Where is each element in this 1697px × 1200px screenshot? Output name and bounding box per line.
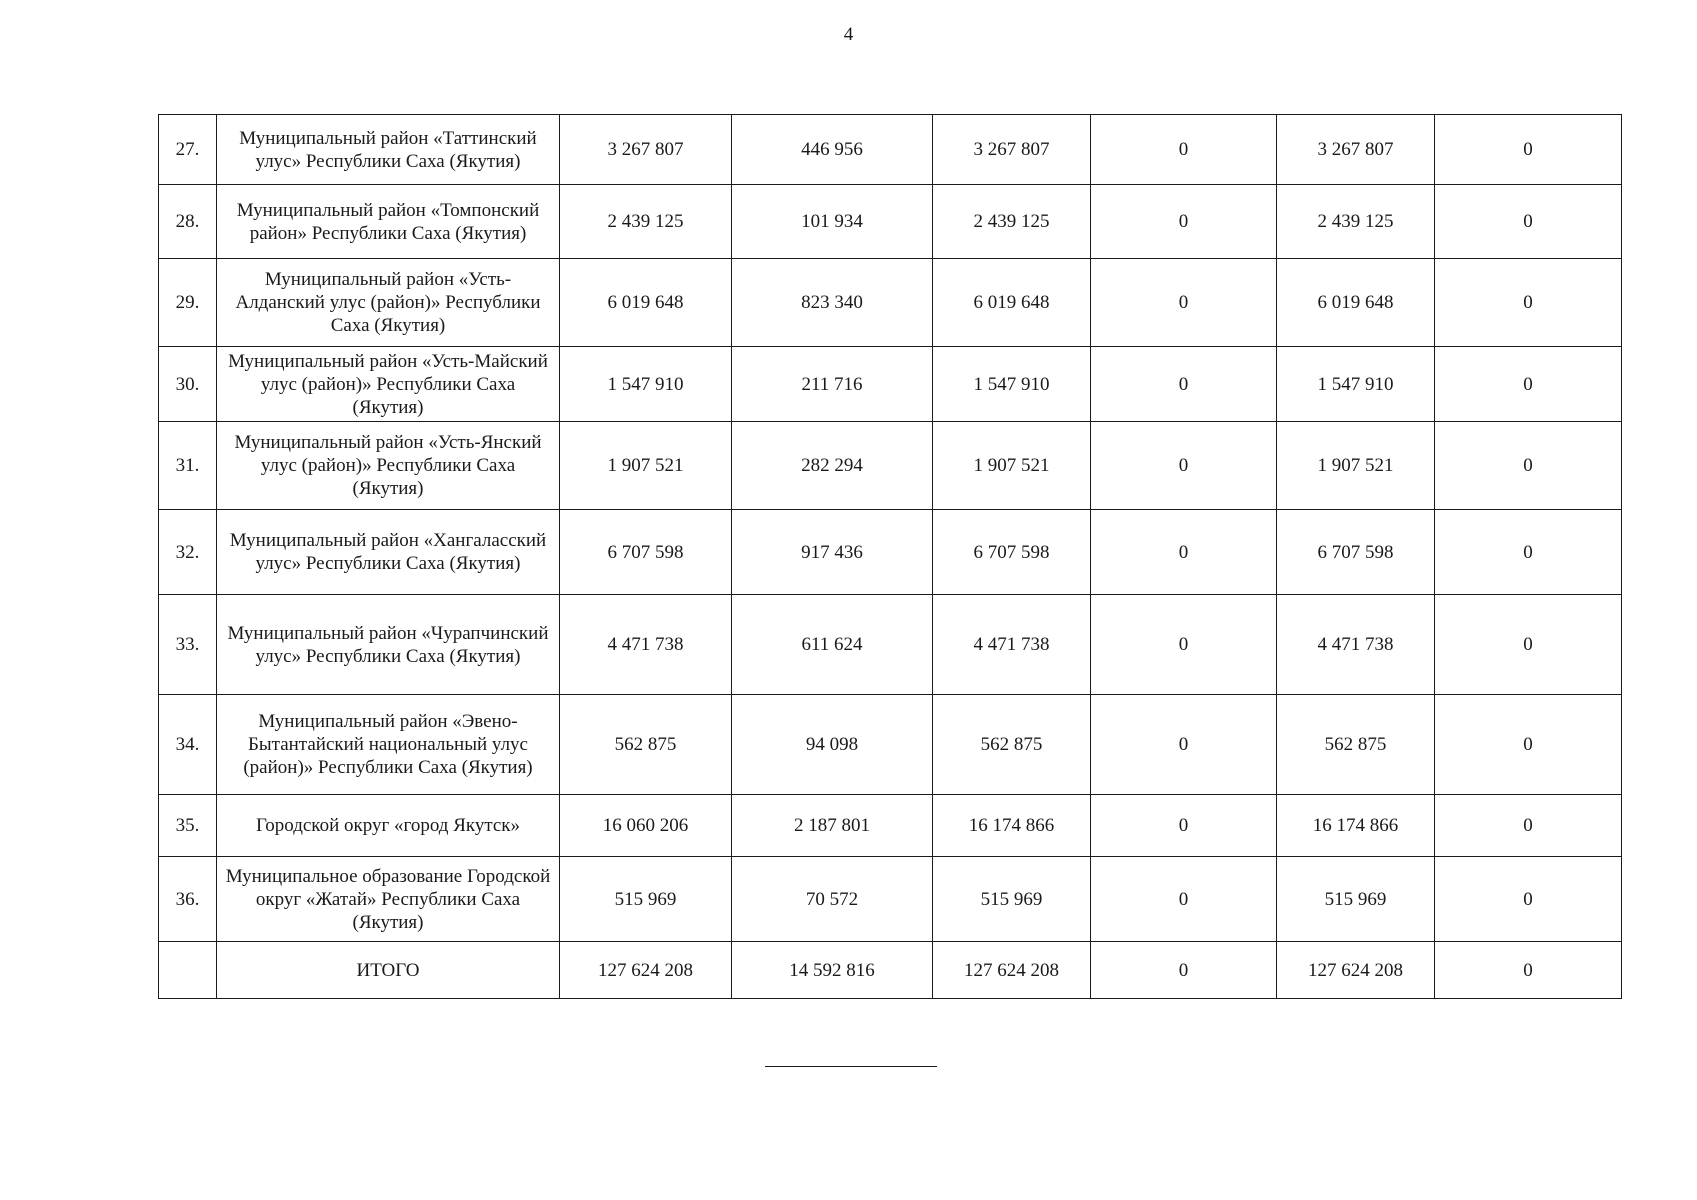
value-col-6: 0 xyxy=(1435,695,1622,795)
value-col-5: 1 547 910 xyxy=(1277,347,1435,422)
municipality-name: Муниципальный район «Усть-Янский улус (район)» Республики Саха (Якутия) xyxy=(217,422,560,510)
end-divider xyxy=(765,1066,937,1067)
data-table xyxy=(158,114,1622,999)
value-col-4: 0 xyxy=(1091,695,1277,795)
table-row xyxy=(159,795,1622,857)
value-col-6: 0 xyxy=(1435,347,1622,422)
value-col-5: 3 267 807 xyxy=(1277,115,1435,185)
value-col-3: 16 174 866 xyxy=(933,795,1091,857)
value-col-4: 0 xyxy=(1091,510,1277,595)
value-col-5: 2 439 125 xyxy=(1277,185,1435,259)
municipality-name: Муниципальный район «Таттинский улус» Республики Саха (Якутия) xyxy=(217,115,560,185)
value-col-5: 4 471 738 xyxy=(1277,595,1435,695)
value-col-3: 4 471 738 xyxy=(933,595,1091,695)
value-col-3: 1 907 521 xyxy=(933,422,1091,510)
value-col-6: 0 xyxy=(1435,510,1622,595)
value-col-4: 0 xyxy=(1091,795,1277,857)
value-col-1: 562 875 xyxy=(560,695,732,795)
value-col-5: 1 907 521 xyxy=(1277,422,1435,510)
row-number: 34. xyxy=(159,695,217,795)
value-col-1: 515 969 xyxy=(560,857,732,942)
table-row xyxy=(159,695,1622,795)
table-row xyxy=(159,185,1622,259)
table-row xyxy=(159,595,1622,695)
value-col-5: 6 707 598 xyxy=(1277,510,1435,595)
municipality-name: Муниципальный район «Усть-Майский улус (район)» Республики Саха (Якутия) xyxy=(217,347,560,422)
municipality-name: Муниципальный район «Хангаласский улус» Республики Саха (Якутия) xyxy=(217,510,560,595)
total-col-6: 0 xyxy=(1435,942,1622,999)
value-col-1: 16 060 206 xyxy=(560,795,732,857)
value-col-3: 6 707 598 xyxy=(933,510,1091,595)
row-number xyxy=(159,942,217,999)
value-col-6: 0 xyxy=(1435,795,1622,857)
value-col-4: 0 xyxy=(1091,115,1277,185)
row-number: 33. xyxy=(159,595,217,695)
value-col-6: 0 xyxy=(1435,857,1622,942)
value-col-3: 562 875 xyxy=(933,695,1091,795)
total-row xyxy=(159,942,1622,999)
value-col-2: 611 624 xyxy=(732,595,933,695)
table-row xyxy=(159,347,1622,422)
table-row xyxy=(159,857,1622,942)
page-number: 4 xyxy=(843,24,854,45)
table-row xyxy=(159,510,1622,595)
row-number: 36. xyxy=(159,857,217,942)
total-col-4: 0 xyxy=(1091,942,1277,999)
value-col-4: 0 xyxy=(1091,422,1277,510)
value-col-4: 0 xyxy=(1091,595,1277,695)
value-col-6: 0 xyxy=(1435,115,1622,185)
value-col-5: 515 969 xyxy=(1277,857,1435,942)
municipality-name: Муниципальный район «Чурапчинский улус» Республики Саха (Якутия) xyxy=(217,595,560,695)
value-col-3: 2 439 125 xyxy=(933,185,1091,259)
value-col-6: 0 xyxy=(1435,185,1622,259)
value-col-3: 515 969 xyxy=(933,857,1091,942)
value-col-5: 16 174 866 xyxy=(1277,795,1435,857)
total-col-3: 127 624 208 xyxy=(933,942,1091,999)
row-number: 35. xyxy=(159,795,217,857)
table-row xyxy=(159,115,1622,185)
value-col-2: 70 572 xyxy=(732,857,933,942)
table-row xyxy=(159,259,1622,347)
value-col-5: 562 875 xyxy=(1277,695,1435,795)
value-col-1: 6 707 598 xyxy=(560,510,732,595)
value-col-6: 0 xyxy=(1435,422,1622,510)
value-col-1: 6 019 648 xyxy=(560,259,732,347)
table-row xyxy=(159,422,1622,510)
row-number: 32. xyxy=(159,510,217,595)
value-col-5: 6 019 648 xyxy=(1277,259,1435,347)
value-col-1: 1 907 521 xyxy=(560,422,732,510)
value-col-2: 282 294 xyxy=(732,422,933,510)
row-number: 31. xyxy=(159,422,217,510)
value-col-4: 0 xyxy=(1091,347,1277,422)
row-number: 30. xyxy=(159,347,217,422)
value-col-2: 101 934 xyxy=(732,185,933,259)
value-col-1: 4 471 738 xyxy=(560,595,732,695)
value-col-1: 3 267 807 xyxy=(560,115,732,185)
municipality-name: Муниципальный район «Усть-Алданский улус (район)» Республики Саха (Якутия) xyxy=(217,259,560,347)
row-number: 29. xyxy=(159,259,217,347)
municipality-name: Муниципальное образование Городской округ «Жатай» Республики Саха (Якутия) xyxy=(217,857,560,942)
value-col-1: 1 547 910 xyxy=(560,347,732,422)
value-col-1: 2 439 125 xyxy=(560,185,732,259)
value-col-2: 211 716 xyxy=(732,347,933,422)
value-col-4: 0 xyxy=(1091,857,1277,942)
value-col-2: 94 098 xyxy=(732,695,933,795)
value-col-2: 917 436 xyxy=(732,510,933,595)
value-col-6: 0 xyxy=(1435,595,1622,695)
total-col-1: 127 624 208 xyxy=(560,942,732,999)
value-col-4: 0 xyxy=(1091,185,1277,259)
municipality-name: Муниципальный район «Эвено-Бытантайский национальный улус (район)» Республики Саха (Якутия) xyxy=(217,695,560,795)
row-number: 28. xyxy=(159,185,217,259)
value-col-2: 2 187 801 xyxy=(732,795,933,857)
municipality-name: Муниципальный район «Томпонский район» Республики Саха (Якутия) xyxy=(217,185,560,259)
municipality-name: Городской округ «город Якутск» xyxy=(217,795,560,857)
value-col-3: 6 019 648 xyxy=(933,259,1091,347)
total-label: ИТОГО xyxy=(217,942,560,999)
value-col-3: 1 547 910 xyxy=(933,347,1091,422)
total-col-5: 127 624 208 xyxy=(1277,942,1435,999)
value-col-3: 3 267 807 xyxy=(933,115,1091,185)
value-col-2: 446 956 xyxy=(732,115,933,185)
value-col-4: 0 xyxy=(1091,259,1277,347)
value-col-6: 0 xyxy=(1435,259,1622,347)
row-number: 27. xyxy=(159,115,217,185)
value-col-2: 823 340 xyxy=(732,259,933,347)
total-col-2: 14 592 816 xyxy=(732,942,933,999)
